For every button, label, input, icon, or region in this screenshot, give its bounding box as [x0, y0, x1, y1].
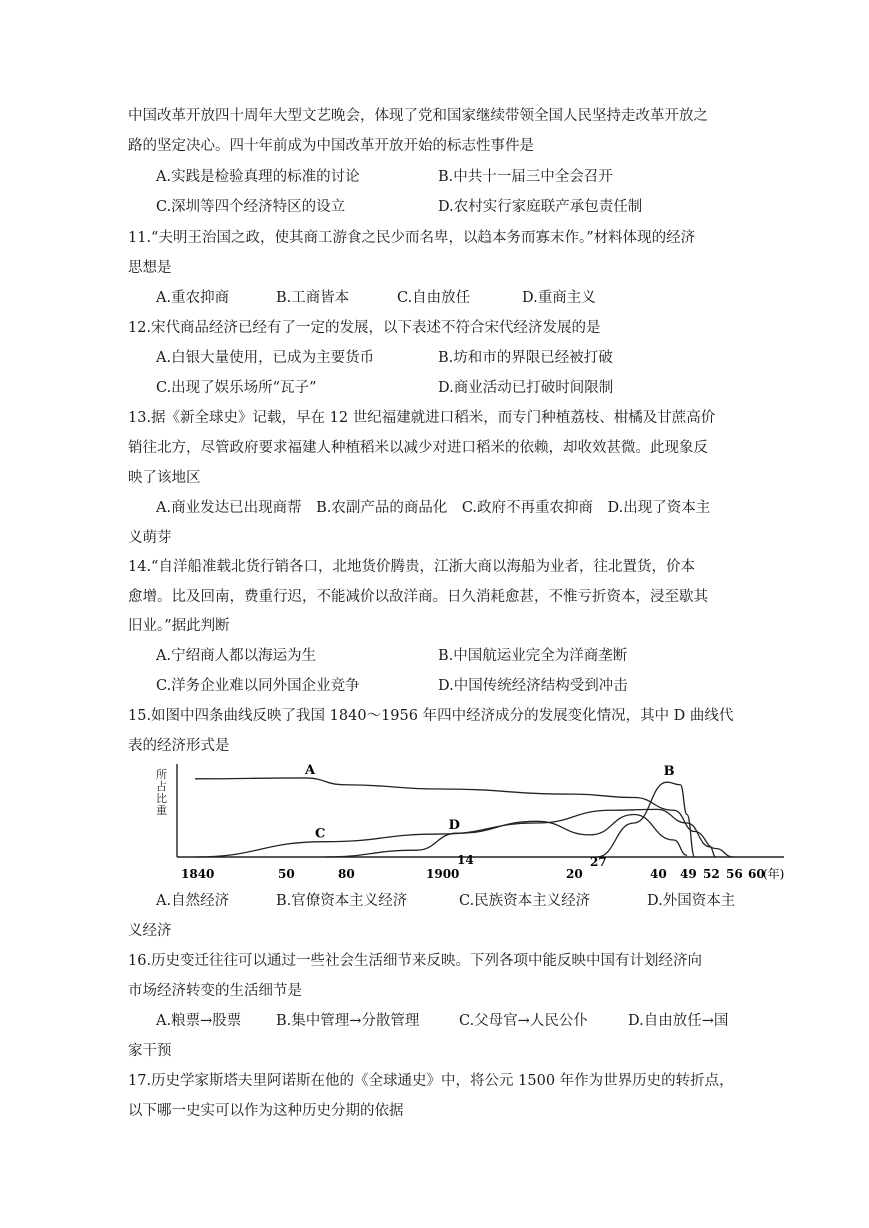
q10-option-d: D.农村实行家庭联产承包责任制	[438, 199, 643, 215]
q14-stem-line1: 14.“自洋船准载北货行销各口，北地货价腾贵，江浙大商以海船为业者，往北置货，价本	[128, 559, 695, 575]
q14-option-a: A.宁绍商人都以海运为生	[156, 648, 317, 664]
economy-chart	[150, 762, 790, 884]
q15-stem-line2: 表的经济形式是	[128, 738, 230, 754]
q10-option-c: C.深圳等四个经济特区的设立	[156, 199, 346, 215]
x-tick-60: 60	[748, 867, 765, 881]
q13-stem-line3: 映了该地区	[128, 470, 201, 486]
q16-options-line2: 家干预	[128, 1043, 172, 1059]
q13-stem-line2: 销往北方，尽管政府要求福建人种植稻米以减少对进口稻米的依赖，却收效甚微。此现象反	[128, 440, 708, 456]
curve-d	[325, 815, 687, 858]
q14-stem-line3: 旧业。”据此判断	[128, 618, 230, 634]
x-tick-52: 52	[703, 867, 720, 881]
q11-stem-line1: 11.“夫明王治国之政，使其商工游食之民少而名卑，以趋本务而寡末作。”材料体现的经济	[128, 230, 696, 246]
q16-stem-line2: 市场经济转变的生活细节是	[128, 983, 302, 999]
q14-stem-line2: 愈增。比及回南，费重行迟，不能减价以敌洋商。日久消耗愈甚，不惟亏折资本，浸至歇其	[128, 589, 708, 605]
q16-option-d: D.自由放任→国	[628, 1013, 729, 1029]
curve-a	[195, 778, 733, 857]
x-tick-20: 20	[566, 867, 583, 881]
chart-ylabel: 所占比重	[156, 768, 167, 817]
x-tick-40: 40	[650, 867, 667, 881]
q12-option-c: C.出现了娱乐场所“瓦子”	[156, 380, 317, 396]
q16-option-b: B.集中管理→分散管理	[276, 1013, 420, 1029]
q14-option-b: B.中国航运业完全为洋商垄断	[438, 648, 628, 664]
q15-stem-line1: 15.如图中四条曲线反映了我国 1840～1956 年四中经济成分的发展变化情况，其中 D 曲线代	[128, 708, 734, 724]
q13-stem-line1: 13.据《新全球史》记载，早在 12 世纪福建就进口稻米，而专门种植荔枝、柑橘及甘蔗高价	[128, 410, 716, 426]
q15-option-c: C.民族资本主义经济	[459, 893, 591, 909]
x-tick-80: 80	[338, 867, 355, 881]
q15-options-line2: 义经济	[128, 923, 172, 939]
curve-label-d: D	[448, 818, 460, 834]
q11-option-d: D.重商主义	[522, 290, 596, 306]
chart-xlabel: (年)	[763, 867, 785, 881]
x-tick-27: 27	[590, 855, 607, 869]
q10-option-a: A.实践是检验真理的标准的讨论	[156, 169, 360, 185]
q12-stem-line1: 12.宋代商品经济已经有了一定的发展，以下表述不符合宋代经济发展的是	[128, 320, 601, 336]
q14-option-d: D.中国传统经济结构受到冲击	[438, 678, 628, 694]
q17-stem-line1: 17.历史学家斯塔夫里阿诺斯在他的《全球通史》中，将公元 1500 年作为世界历史的转折点，	[128, 1073, 734, 1089]
x-tick-1900: 1900	[426, 867, 460, 881]
q16-option-a: A.粮票→股票	[156, 1013, 242, 1029]
curve-label-b: B	[663, 763, 675, 779]
q11-option-b: B.工商皆本	[276, 290, 350, 306]
curve-label-c: C	[315, 826, 326, 842]
x-tick-1840: 1840	[181, 867, 215, 881]
q16-option-c: C.父母官→人民公仆	[459, 1013, 588, 1029]
q15-option-d: D.外国资本主	[647, 893, 736, 909]
curve-label-a: A	[305, 762, 316, 778]
q11-option-c: C.自由放任	[397, 290, 471, 306]
x-tick-14: 14	[457, 853, 474, 867]
q11-stem-line2: 思想是	[128, 260, 172, 276]
q10-stem-line2: 路的坚定决心。四十年前成为中国改革开放开始的标志性事件是	[128, 138, 534, 154]
q11-option-a: A.重农抑商	[156, 290, 230, 306]
q15-option-b: B.官僚资本主义经济	[276, 893, 408, 909]
q14-option-c: C.洋务企业难以同外国企业竞争	[156, 678, 360, 694]
q12-option-d: D.商业活动已打破时间限制	[438, 380, 614, 396]
q10-option-b: B.中共十一届三中全会召开	[438, 169, 613, 185]
q16-stem-line1: 16.历史变迁往往可以通过一些社会生活细节来反映。下列各项中能反映中国有计划经济向	[128, 953, 703, 969]
x-tick-49: 49	[680, 867, 697, 881]
q17-stem-line2: 以下哪一史实可以作为这种历史分期的依据	[128, 1103, 404, 1119]
q15-option-a: A.自然经济	[156, 893, 230, 909]
x-tick-50: 50	[278, 867, 295, 881]
x-tick-56: 56	[726, 867, 743, 881]
q13-options-line: A.商业发达已出现商帮 B.农副产品的商品化 C.政府不再重农抑商 D.出现了资本主	[156, 500, 711, 516]
q12-option-a: A.白银大量使用，已成为主要货币	[156, 350, 375, 366]
q12-option-b: B.坊和市的界限已经被打破	[438, 350, 613, 366]
q10-stem-line1: 中国改革开放四十周年大型文艺晚会，体现了党和国家继续带领全国人民坚持走改革开放之	[128, 108, 708, 124]
q13-options-line2: 义萌芽	[128, 530, 172, 546]
